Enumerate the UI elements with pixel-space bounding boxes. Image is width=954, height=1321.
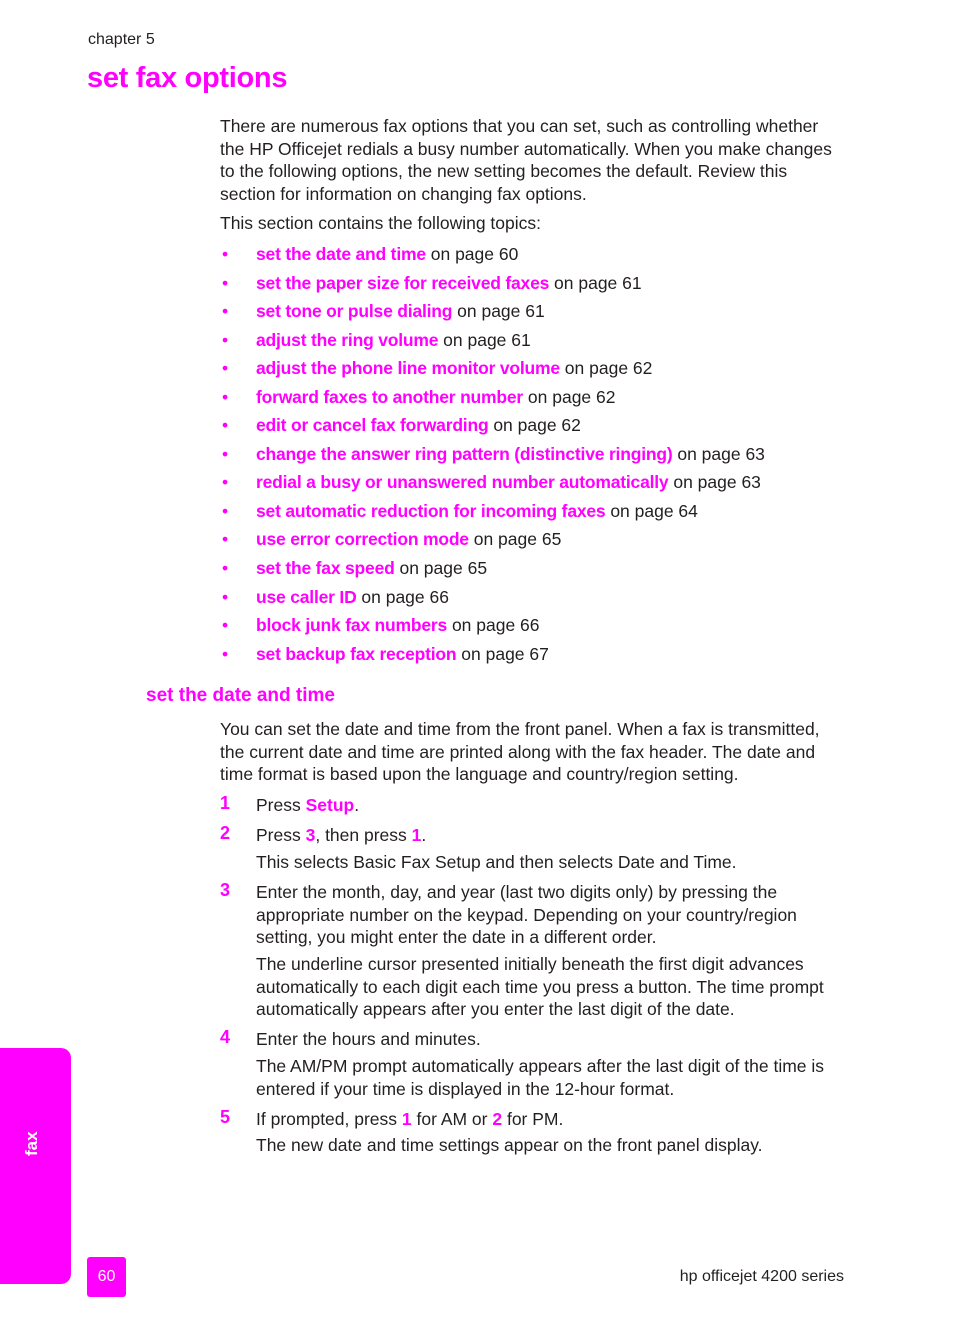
topic-link[interactable]: redial a busy or unanswered number automatically xyxy=(256,472,669,493)
topic-list-item xyxy=(220,525,765,554)
topic-page-ref: on page 61 xyxy=(452,301,545,322)
intro-paragraph: There are numerous fax options that you can set, such as controlling whether the HP Officejet redials a busy number automatically. When you make changes to the following options, the new setting becomes the default. Review this section for information on changing fax options. xyxy=(220,116,832,204)
topic-link[interactable]: adjust the phone line monitor volume xyxy=(256,358,560,379)
topic-page-ref: on page 60 xyxy=(425,244,519,264)
key-1: 1 xyxy=(401,1109,412,1129)
topic-page-ref: on page 67 xyxy=(456,643,549,664)
step-number: 5 xyxy=(220,1107,231,1127)
bullet-icon: • xyxy=(222,244,229,264)
topic-page-ref: on page 64 xyxy=(605,500,698,521)
topic-list-item xyxy=(220,468,765,497)
step-note: This selects Basic Fax Setup and then selects Date and Time. xyxy=(256,852,737,872)
topic-list-item xyxy=(220,269,765,298)
bullet-icon: • xyxy=(222,615,229,636)
step-text: Enter the month, day, and year (last two digits only) by pressing the appropriate number on the keypad. Depending on your country/region setting, you might enter the date in a different order. xyxy=(256,882,797,947)
footer-product-name: hp officejet 4200 series xyxy=(679,1268,844,1285)
topic-link[interactable]: set the date and time xyxy=(256,244,426,264)
step-text: Press 3, then press 1. xyxy=(256,825,427,845)
topic-link[interactable]: forward faxes to another number xyxy=(256,386,524,407)
topic-list-item xyxy=(220,440,765,469)
topic-page-ref: on page 66 xyxy=(447,615,540,636)
chapter-label: chapter 5 xyxy=(88,31,155,48)
topic-link[interactable]: set the paper size for received faxes xyxy=(256,272,550,293)
topic-page-ref: on page 62 xyxy=(523,386,616,407)
section-heading: set the date and time xyxy=(146,685,335,706)
topic-link[interactable]: adjust the ring volume xyxy=(256,329,439,350)
topics-intro: This section contains the following topics: xyxy=(220,213,541,233)
step-number: 1 xyxy=(220,793,231,813)
topic-page-ref: on page 62 xyxy=(559,358,653,379)
topic-page-ref: on page 65 xyxy=(468,529,562,550)
bullet-icon: • xyxy=(222,558,229,579)
topic-link[interactable]: block junk fax numbers xyxy=(256,615,448,636)
bullet-icon: • xyxy=(222,358,229,379)
topic-page-ref: on page 63 xyxy=(668,472,761,493)
step-text: If prompted, press 1 for AM or 2 for PM. xyxy=(256,1109,564,1129)
step-note: The underline cursor presented initially beneath the first digit advances automatically to each digit each time you press a button. The time prompt automatically appears after you enter the last digit of the date. xyxy=(256,954,824,1019)
topic-page-ref: on page 61 xyxy=(438,329,531,350)
key-3: 3 xyxy=(305,825,316,845)
page-title: set fax options xyxy=(87,62,288,94)
step-number: 4 xyxy=(220,1027,231,1047)
bullet-icon: • xyxy=(222,472,229,493)
topic-page-ref: on page 66 xyxy=(356,586,449,607)
topic-list-item xyxy=(220,554,765,583)
bullet-icon: • xyxy=(222,329,229,350)
topic-list-item xyxy=(220,297,765,326)
page-number: 60 xyxy=(87,1257,126,1297)
topic-list xyxy=(220,240,765,668)
step-note: The new date and time settings appear on the front panel display. xyxy=(256,1135,763,1155)
step-text: Enter the hours and minutes. xyxy=(256,1029,481,1049)
step-number: 2 xyxy=(220,823,231,843)
bullet-icon: • xyxy=(222,643,229,664)
bullet-icon: • xyxy=(222,529,229,550)
chapter-side-tab xyxy=(0,1048,71,1284)
topic-list-item xyxy=(220,611,765,640)
topic-link[interactable]: change the answer ring pattern (distinctive ringing) xyxy=(256,443,673,464)
bullet-icon: • xyxy=(222,500,229,521)
topic-list-item xyxy=(220,240,765,269)
key-1: 1 xyxy=(411,825,422,845)
topic-link[interactable]: set backup fax reception xyxy=(256,643,457,664)
setup-key: Setup xyxy=(305,795,355,815)
section-intro: You can set the date and time from the front panel. When a fax is transmitted, the current date and time are printed along with the fax header. The date and time format is based upon the language and country/region setting. xyxy=(220,719,820,784)
topic-link[interactable]: edit or cancel fax forwarding xyxy=(256,415,489,436)
topic-list-item xyxy=(220,354,765,383)
topic-page-ref: on page 61 xyxy=(549,272,642,293)
topic-page-ref: on page 63 xyxy=(672,443,765,464)
step-number: 3 xyxy=(220,880,231,900)
bullet-icon: • xyxy=(222,272,229,293)
bullet-icon: • xyxy=(222,443,229,464)
bullet-icon: • xyxy=(222,301,229,322)
topic-page-ref: on page 65 xyxy=(394,558,488,579)
topic-list-item xyxy=(220,411,765,440)
topic-list-item xyxy=(220,640,765,669)
topic-link[interactable]: use caller ID xyxy=(256,586,357,607)
topic-link[interactable]: set tone or pulse dialing xyxy=(256,301,453,322)
step-text: Press Setup. xyxy=(256,795,360,815)
topic-link[interactable]: use error correction mode xyxy=(256,529,469,550)
topic-list-item xyxy=(220,383,765,412)
topic-link[interactable]: set the fax speed xyxy=(256,558,395,579)
key-2: 2 xyxy=(492,1109,503,1129)
topic-page-ref: on page 62 xyxy=(488,415,581,436)
topic-list-item xyxy=(220,497,765,526)
bullet-icon: • xyxy=(222,386,229,407)
topic-link[interactable]: set automatic reduction for incoming faxes xyxy=(256,500,606,521)
side-tab-label: fax xyxy=(22,1131,41,1156)
topic-list-item xyxy=(220,326,765,355)
step-note: The AM/PM prompt automatically appears after the last digit of the time is entered if your time is displayed in the 12-hour format. xyxy=(256,1056,825,1099)
bullet-icon: • xyxy=(222,586,229,607)
topic-list-item xyxy=(220,583,765,612)
bullet-icon: • xyxy=(222,415,229,436)
